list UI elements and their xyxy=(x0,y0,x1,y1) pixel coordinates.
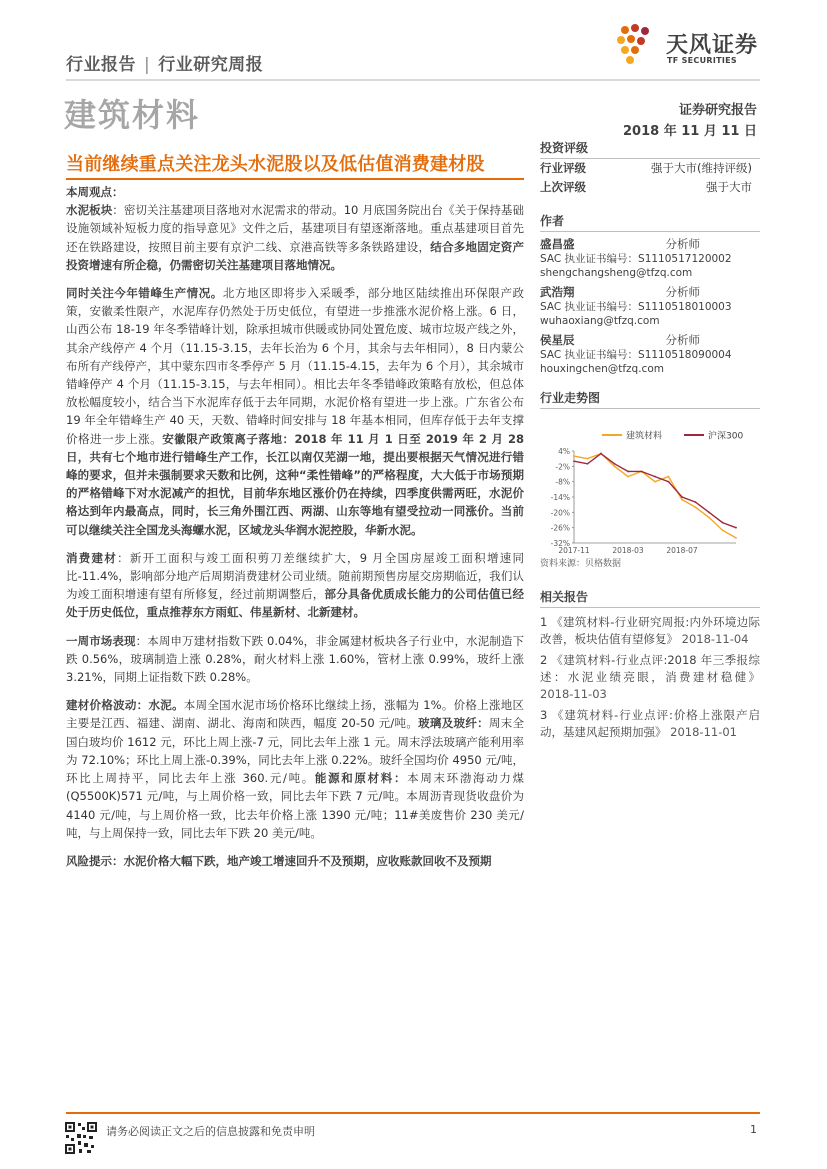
paragraph-cement xyxy=(66,201,524,274)
trend-chart xyxy=(540,409,760,559)
x-tick-label: 2017-11 xyxy=(558,546,590,555)
footer-disclaimer: 请务必阅读正文之后的信息披露和免责申明 xyxy=(106,1125,315,1138)
legend-label: 沪深300 xyxy=(708,431,744,442)
data-point xyxy=(722,522,724,524)
related-report-title: 2 《建筑材料-行业点评:2018 年三季报综述：水泥业绩亮眼，消费建材稳健》 xyxy=(540,653,760,684)
cement-text: ：密切关注基建项目落地对水泥需求的带动。10 月底国务院出台《关于保持基础设施领域补短板力度的指导意见》文件之后，基建项目有望逐渐落地。重点基建项目首先还在铁路建设，按照目前主要有京沪二线、京港高铁等多条铁路建设， xyxy=(66,203,525,254)
rating-key: 行业评级 xyxy=(540,161,586,175)
market-text: ：本周申万建材指数下跌 0.04%，非金属建材板块各子行业中，水泥制造下跌 0.56%，玻璃制造上涨 0.28%，耐火材料上涨 1.60%，管材上涨 0.99%，玻纤上涨 3.21%，同期上证指数下跌 0.28%。 xyxy=(66,633,525,685)
data-point xyxy=(587,458,589,460)
legend-label: 建筑材料 xyxy=(626,431,663,442)
data-point xyxy=(668,476,670,478)
related-report-date: 2018-11-04 xyxy=(681,632,749,646)
data-point xyxy=(695,501,697,503)
consumer-label: 消费建材 xyxy=(66,550,118,565)
analyst-email[interactable]: houxingchen@tfzq.com xyxy=(540,363,664,375)
sector-title: 建筑材料 xyxy=(64,96,201,134)
data-point xyxy=(668,481,670,483)
data-point xyxy=(627,471,629,473)
series-line xyxy=(574,454,736,538)
y-tick-label: -20% xyxy=(550,508,570,518)
rating-row xyxy=(540,159,760,178)
series-line xyxy=(574,454,736,528)
analyst-card xyxy=(540,332,760,376)
analyst-role: 分析师 xyxy=(665,285,700,299)
related-report-item[interactable] xyxy=(540,707,760,741)
data-point xyxy=(614,463,616,465)
title-rule xyxy=(66,178,524,180)
paragraph-prices xyxy=(66,696,524,842)
data-point xyxy=(654,476,656,478)
peak-shift-text: 北方地区即将步入采暖季，部分地区陆续推出环保限产政策，安徽柔性限产，水泥库存仍然处于历史低位，有望进一步推涨水泥价格上涨。6 日，山西公布 18-19 年冬季错峰计划，除承担城市供暖或协同处置危废、城市垃圾产线之外，其余产线停产 4 个月（11.15-3.15，去年长治为 6 个月，其余与去年相同），8 日内蒙公布所有产线停产，其中蒙东四市冬季停产 5 月（11.15-4.15，去年为 6 个月），其余城市错峰停产 4 个月（11.15-3.15，与去年相同）。相比去年冬季错峰政策略有放松，但总体放松幅度较小，结合当下水泥库存低于去年同期，水泥价格有望进一步上涨。广东省公布 19 年全年错峰生产 40 天，天数、错峰时间安排与 18 年基本相同，但库存低于去年支撑价格进一步上涨。 xyxy=(66,286,525,446)
risk-text: 水泥价格大幅下跌，地产竣工增速回升不及预期，应收账款回收不及预期 xyxy=(123,853,492,868)
report-date: 2018 年 11 月 11 日 xyxy=(623,124,757,139)
trend-section xyxy=(540,389,760,563)
y-tick-label: -14% xyxy=(550,493,570,502)
rating-value: 强于大市(维持评级) xyxy=(651,161,752,175)
data-point xyxy=(695,506,697,508)
glass-label: 玻璃及玻纤： xyxy=(418,716,489,731)
market-label: 一周市场表现 xyxy=(66,633,136,648)
y-tick-label: -32% xyxy=(550,539,570,548)
related-report-date: 2018-11-03 xyxy=(540,687,607,701)
data-point xyxy=(708,511,710,513)
x-tick-label: 2018-03 xyxy=(612,546,644,555)
consumer-text: ：新开工面积与竣工面积剪刀差继续扩大，9 月全国房屋竣工面积增速同比-11.4%，影响部分地产后周期消费建材公司业绩。随前期预售房屋交房期临近，我们认为竣工面积增速有望有所修复，经过前期调整后， xyxy=(66,550,525,602)
analyst-sac: SAC 执业证书编号：S1110518090004 xyxy=(540,349,732,361)
glass-text: 周末全国白玻均价 1612 元，环比上周上涨-7 元，同比去年上涨 1 元。周末浮法玻璃产能利用率为 72.10%；环比上周上涨-0.39%，同比去年上涨 0.22%。玻纤全国均价 4950 元/吨，环比上周持平，同比去年上涨 360.元/吨。 xyxy=(66,716,524,786)
data-point xyxy=(573,455,575,457)
cement-bold: 结合多地固定资产投资增速有所企稳，仍需密切关注基建项目落地情况。 xyxy=(66,239,524,272)
week-view-heading: 本周观点： xyxy=(66,185,124,199)
analyst-role: 分析师 xyxy=(665,237,700,251)
rating-key: 上次评级 xyxy=(540,180,586,194)
data-point xyxy=(681,499,683,501)
analyst-card xyxy=(540,284,760,328)
analyst-email[interactable]: wuhaoxiang@tfzq.com xyxy=(540,315,660,327)
data-point xyxy=(587,463,589,465)
cement-label: 水泥板块 xyxy=(66,203,113,218)
data-point xyxy=(708,517,710,519)
data-point xyxy=(681,496,683,498)
report-type: 证券研究报告 xyxy=(678,103,757,118)
paragraph-market xyxy=(66,632,524,687)
paragraph-risk xyxy=(66,852,524,870)
consumer-bold: 部分具备优质成长能力的公司估值已经处于历史低位，重点推荐东方雨虹、伟星新材、北新建材。 xyxy=(66,587,524,620)
analyst-name: 盛昌盛 xyxy=(540,237,575,251)
data-point xyxy=(654,481,656,483)
analyst-sac: SAC 执业证书编号：S1110518010003 xyxy=(540,301,732,313)
data-point xyxy=(641,471,643,473)
rating-value: 强于大市 xyxy=(706,180,752,194)
energy-label: 能源和原材料： xyxy=(314,771,408,786)
chart-source: 资料来源：贝格数据 xyxy=(540,559,622,569)
prices-label: 建材价格波动：水泥。 xyxy=(66,698,184,713)
header-divider xyxy=(66,79,760,81)
authors-section xyxy=(540,212,760,376)
rating-row xyxy=(540,178,760,197)
analyst-card xyxy=(540,236,760,280)
trend-heading: 行业走势图 xyxy=(540,389,760,409)
data-point xyxy=(722,529,724,531)
related-report-title: 1 《建筑材料-行业研究周报:内外环境边际改善，板块估值有望修复》 xyxy=(540,615,760,646)
y-tick-label: -26% xyxy=(550,523,570,533)
data-point xyxy=(735,537,737,539)
rating-heading: 投资评级 xyxy=(540,139,760,159)
qr-code-icon xyxy=(64,1121,98,1155)
body-column xyxy=(66,183,524,880)
data-point xyxy=(614,465,616,467)
anhui-bold: 安徽限产政策离子落地：2018 年 11 月 1 日至 2019 年 2 月 28 日，共有七个地市进行错峰生产工作，长江以南仅芜湖一地，提出要根据天气情况进行错峰的要求，但并未强制要求天数和比例，这种“柔性错峰”的严格程度，大大低于市场预期的严格错峰下对水泥减产的担忧，目前华东地区涨价仍在持续，四季度供需两旺，水泥价格达到年内最高点，同时，长三角外围江西、两湖、山东等地有望受拉动一同涨价。当前可以继续关注全国龙头海螺水泥，区域龙头华润水泥控股，华新水泥。 xyxy=(66,431,525,537)
prices-text: 本周全国水泥市场价格环比继续上扬，涨幅为 1%。价格上涨地区主要是江西、福建、湖南、湖北、海南和陕西，幅度 20-50 元/吨。 xyxy=(66,698,524,731)
category-separator: | xyxy=(144,55,151,75)
related-report-title: 3 《建筑材料-行业点评:价格上涨限产启动，基建风起预期加强》 xyxy=(540,708,760,739)
report-title: 当前继续重点关注龙头水泥股以及低估值消费建材股 xyxy=(66,154,485,175)
logo-name: 天风证券 xyxy=(666,33,759,58)
related-report-item[interactable] xyxy=(540,614,760,648)
related-section xyxy=(540,588,760,745)
analyst-name: 武浩翔 xyxy=(540,285,575,299)
y-tick-label: 4% xyxy=(558,447,570,456)
data-point xyxy=(600,453,602,455)
paragraph-peak-shift xyxy=(66,284,524,539)
related-report-date: 2018-11-01 xyxy=(670,725,737,739)
category-label: 行业报告 xyxy=(66,55,136,75)
x-tick-label: 2018-07 xyxy=(666,546,698,555)
rating-section xyxy=(540,139,760,197)
footer-divider xyxy=(66,1112,760,1114)
y-tick-label: -8% xyxy=(555,477,570,487)
data-point xyxy=(627,476,629,478)
related-report-item[interactable] xyxy=(540,652,760,703)
related-heading: 相关报告 xyxy=(540,588,760,608)
energy-text: 本周末环渤海动力煤(Q5500K)571 元/吨，与上周价格一致，同比去年下跌 7 元/吨。本周沥青现货收盘价为 4140 元/吨，与上周价格一致，比去年价格上涨 1390 元/吨；11#美废售价 230 美元/吨，与上周保持一致，同比去年下跌 20 美元/吨。 xyxy=(66,771,525,840)
y-tick-label: -2% xyxy=(555,462,570,472)
page-number: 1 xyxy=(750,1123,757,1136)
analyst-name: 侯星辰 xyxy=(540,333,575,347)
paragraph-consumer xyxy=(66,549,524,622)
logo-name-en: TF SECURITIES xyxy=(667,56,737,65)
analyst-sac: SAC 执业证书编号：S1110517120002 xyxy=(540,253,732,265)
data-point xyxy=(735,527,737,529)
risk-label: 风险提示： xyxy=(66,853,124,868)
report-category xyxy=(66,50,263,75)
analyst-email[interactable]: shengchangsheng@tfzq.com xyxy=(540,267,693,279)
authors-heading: 作者 xyxy=(540,212,760,232)
data-point xyxy=(573,460,575,462)
subcategory-label: 行业研究周报 xyxy=(158,55,264,75)
peak-shift-bold: 同时关注今年错峰生产情况。 xyxy=(66,286,223,301)
analyst-role: 分析师 xyxy=(665,333,700,347)
